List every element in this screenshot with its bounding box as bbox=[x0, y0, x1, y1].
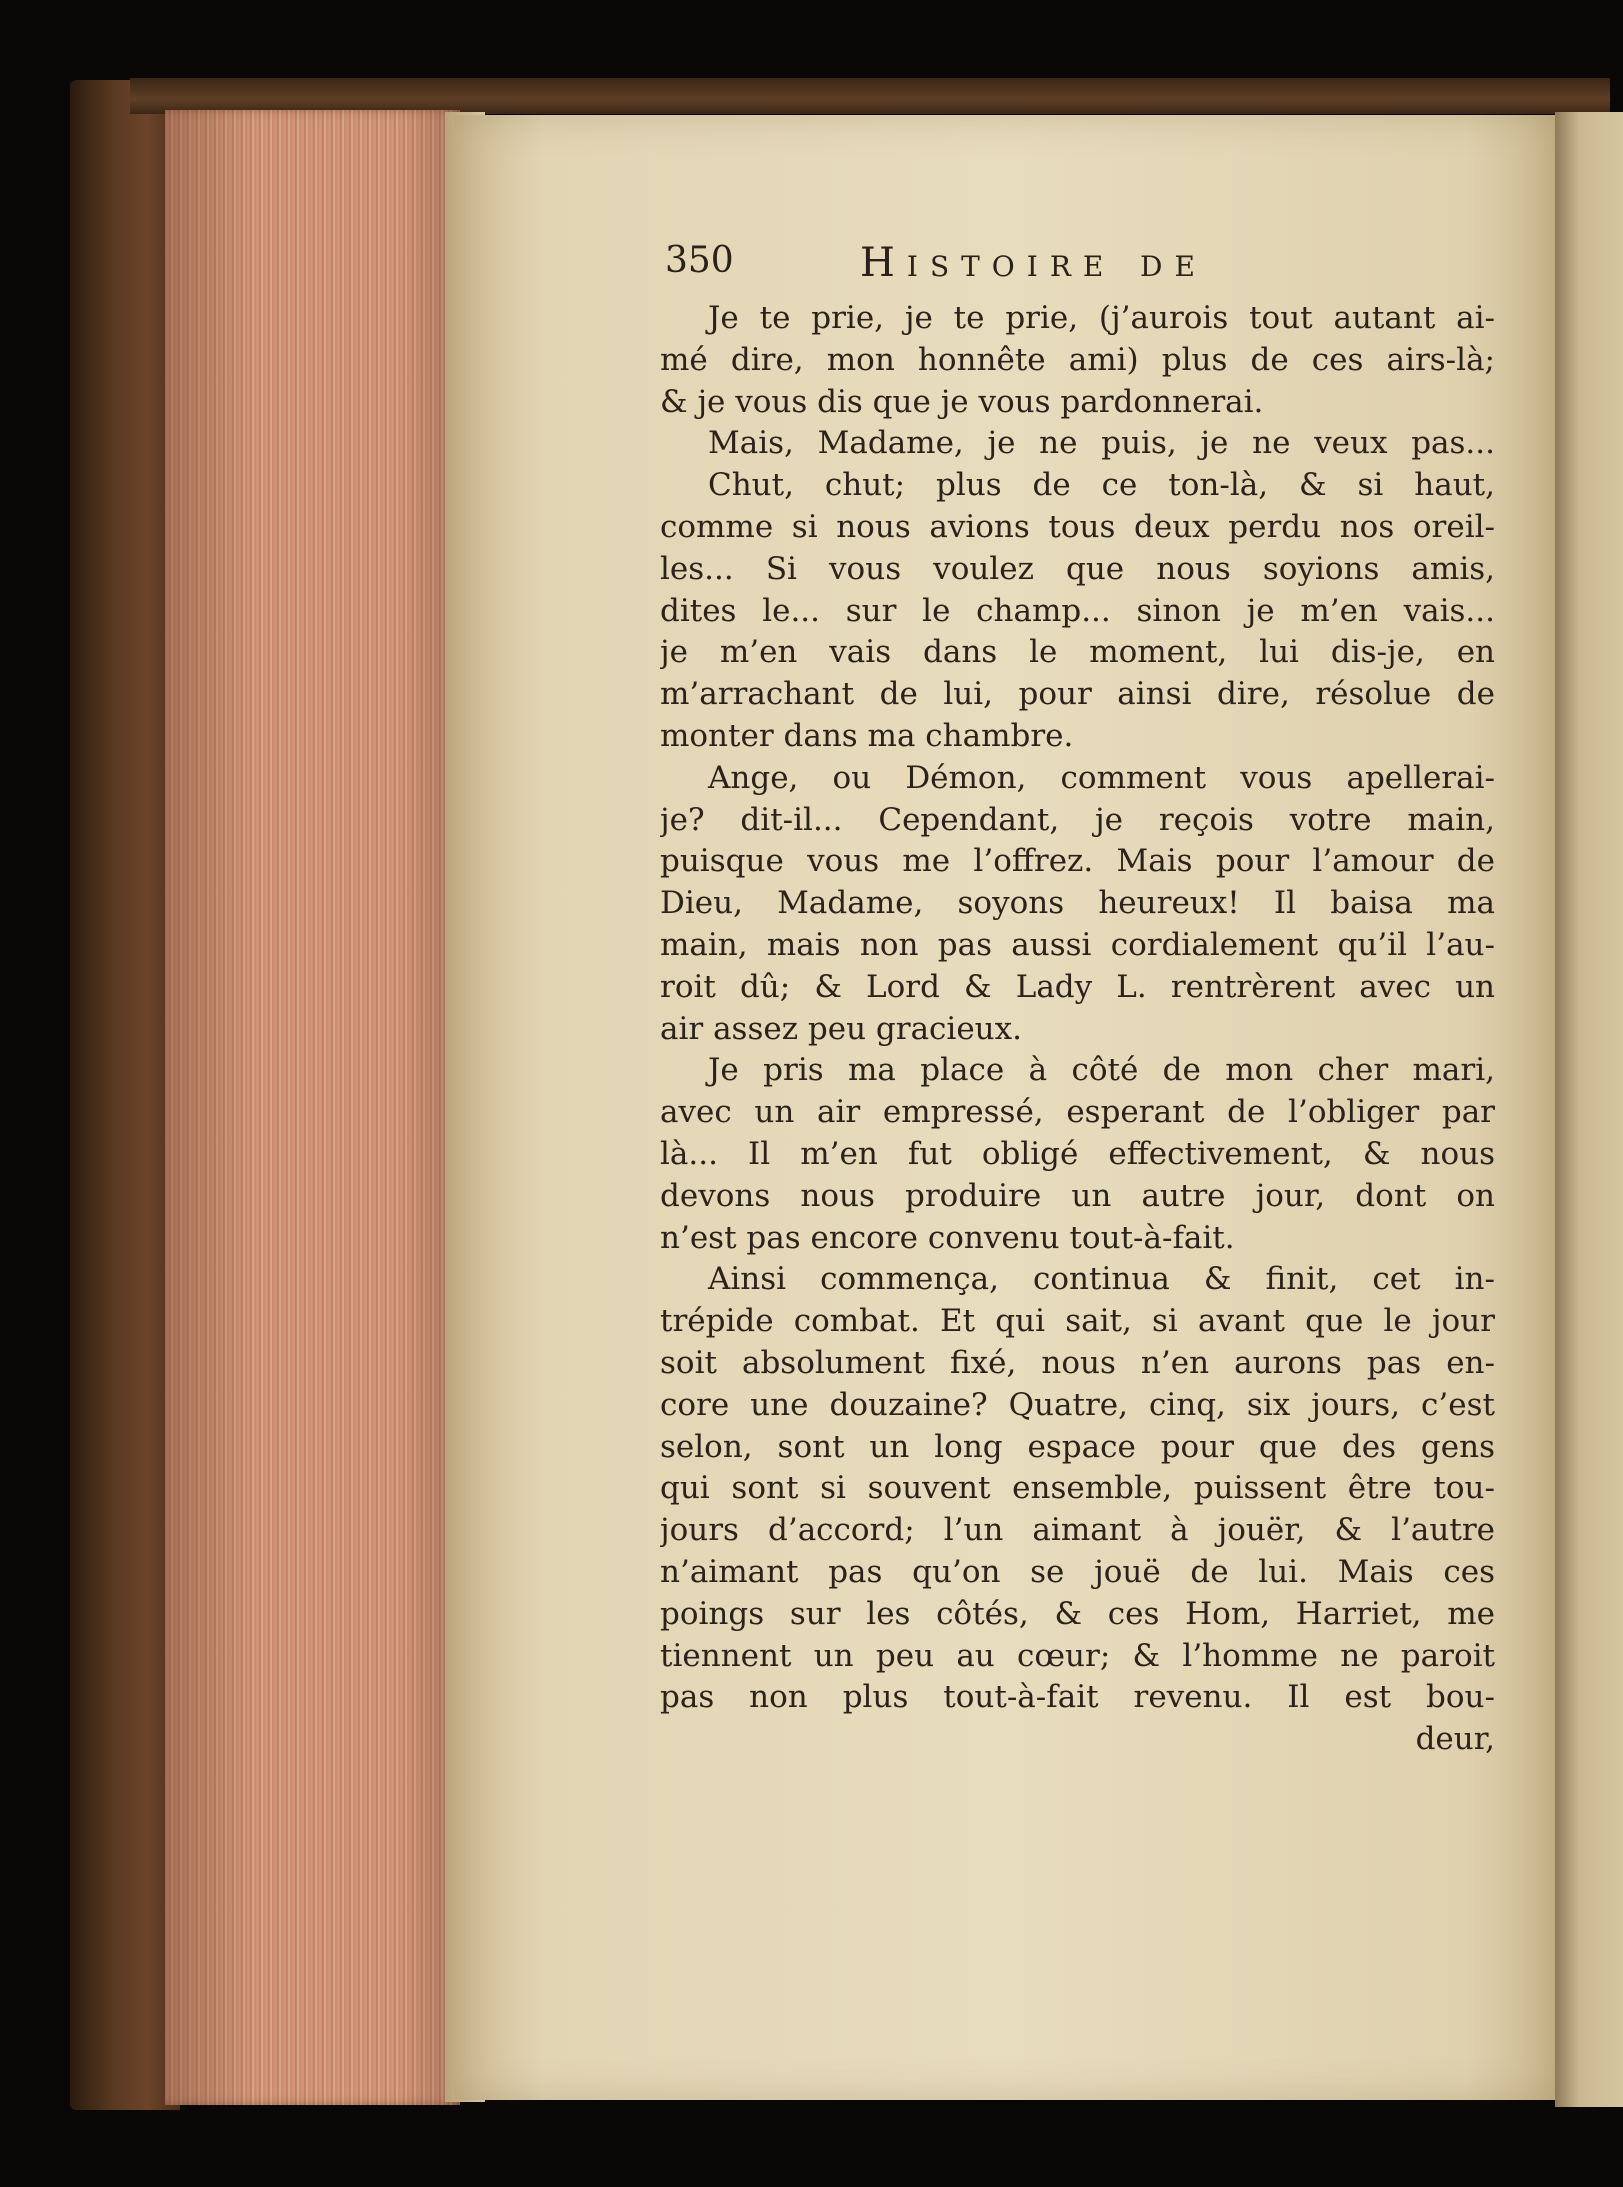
body-text bbox=[660, 298, 1495, 1761]
text-line: avec un air empressé, esperant de l’obliger par bbox=[660, 1094, 1495, 1131]
text-line: les... Si vous voulez que nous soyions amis, bbox=[660, 550, 1495, 587]
book-cover-top-edge bbox=[130, 78, 1610, 114]
text-line: comme si nous avions tous deux perdu nos oreil- bbox=[660, 508, 1495, 545]
text-line: poings sur les côtés, & ces Hom, Harriet, me bbox=[660, 1595, 1495, 1632]
text-line: core une douzaine? Quatre, cinq, six jours, c’est bbox=[660, 1386, 1495, 1423]
catchword: deur, bbox=[1415, 1721, 1495, 1758]
text-line: n’est pas encore convenu tout-à-fait. bbox=[660, 1219, 1235, 1256]
text-line: qui sont si souvent ensemble, puissent être tou- bbox=[660, 1470, 1495, 1507]
text-line: m’arrachant de lui, pour ainsi dire, résolue de bbox=[660, 676, 1495, 713]
text-line: mé dire, mon honnête ami) plus de ces airs-là; bbox=[660, 341, 1495, 378]
text-line: Chut, chut; plus de ce ton-là, & si haut, bbox=[708, 467, 1495, 504]
running-head-title: Histoire de bbox=[860, 240, 1207, 286]
right-page-edge bbox=[1555, 112, 1623, 2107]
text-line: & je vous dis que je vous pardonnerai. bbox=[660, 383, 1264, 420]
text-line: main, mais non pas aussi cordialement qu’il l’au- bbox=[660, 926, 1495, 963]
text-line: là... Il m’en fut obligé effectivement, & nous bbox=[660, 1135, 1495, 1172]
text-line: puisque vous me l’offrez. Mais pour l’amour de bbox=[660, 843, 1495, 880]
text-line: Je pris ma place à côté de mon cher mari, bbox=[708, 1052, 1495, 1089]
text-line: Dieu, Madame, soyons heureux! Il baisa ma bbox=[660, 885, 1495, 922]
text-line: soit absolument fixé, nous n’en aurons pas en- bbox=[660, 1344, 1495, 1381]
text-line: Je te prie, je te prie, (j’aurois tout autant ai- bbox=[708, 300, 1495, 336]
text-line: jours d’accord; l’un aimant à jouër, & l’autre bbox=[660, 1512, 1495, 1549]
text-line: roit dû; & Lord & Lady L. rentrèrent avec un bbox=[660, 968, 1495, 1005]
text-line: devons nous produire un autre jour, dont on bbox=[660, 1177, 1495, 1214]
book-cover bbox=[70, 80, 180, 2110]
text-line: trépide combat. Et qui sait, si avant que le jour bbox=[660, 1303, 1495, 1340]
text-line: je? dit-il... Cependant, je reçois votre main, bbox=[660, 801, 1495, 838]
text-line: dites le... sur le champ... sinon je m’en vais... bbox=[660, 592, 1495, 629]
text-line: tiennent un peu au cœur; & l’homme ne paroit bbox=[660, 1637, 1495, 1674]
text-line: Ainsi commença, continua & finit, cet in- bbox=[708, 1261, 1495, 1298]
text-line: Ange, ou Démon, comment vous apellerai- bbox=[708, 759, 1495, 796]
page-number: 350 bbox=[665, 240, 734, 281]
text-line: selon, sont un long espace pour que des gens bbox=[660, 1428, 1495, 1465]
text-line: pas non plus tout-à-fait revenu. Il est bou- bbox=[660, 1679, 1495, 1716]
text-line: n’aimant pas qu’on se jouë de lui. Mais ces bbox=[660, 1553, 1495, 1590]
page-stack-shading bbox=[165, 110, 460, 2105]
text-line: air assez peu gracieux. bbox=[660, 1010, 1022, 1047]
text-line: Mais, Madame, je ne puis, je ne veux pas... bbox=[708, 425, 1495, 462]
text-line: monter dans ma chambre. bbox=[660, 717, 1074, 754]
text-line: je m’en vais dans le moment, lui dis-je, en bbox=[660, 634, 1495, 671]
